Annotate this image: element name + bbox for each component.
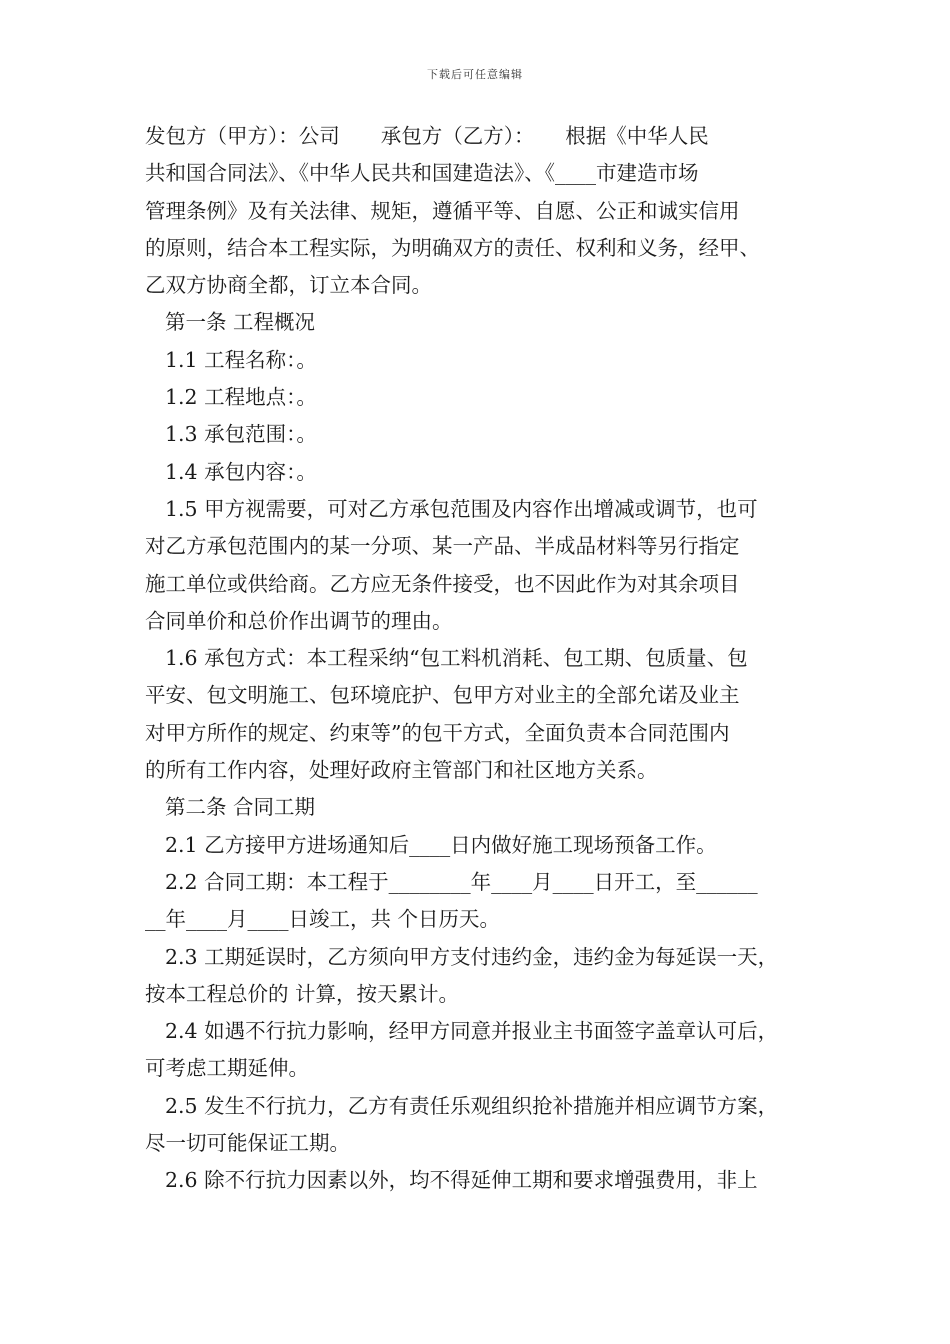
paragraph-line: 1.2 工程地点：。 xyxy=(165,385,317,410)
paragraph-line: __年____月____日竣工，共 个日历天。 xyxy=(145,907,501,932)
contract-paragraph xyxy=(145,342,825,379)
paragraph-line: 管理条例》及有关法律、规矩，遵循平等、自愿、公正和诚实信用 xyxy=(145,198,740,223)
paragraph-line: 乙双方协商全都，订立本合同。 xyxy=(145,273,432,298)
paragraph-line: 可考虑工期延伸。 xyxy=(145,1056,309,1081)
paragraph-line: 第二条 合同工期 xyxy=(165,795,316,820)
paragraph-line: 1.5 甲方视需要，可对乙方承包范围及内容作出增减或调节，也可 xyxy=(165,496,758,521)
contract-paragraph xyxy=(145,304,825,341)
paragraph-line: 的所有工作内容，处理好政府主管部门和社区地方关系。 xyxy=(145,758,658,783)
contract-paragraph xyxy=(145,1013,825,1088)
contract-paragraph xyxy=(145,640,825,789)
paragraph-line: 2.4 如遇不行抗力影响，经甲方同意并报业主书面签字盖章认可后， xyxy=(165,1019,779,1044)
paragraph-line: 第一条 工程概况 xyxy=(165,310,316,335)
contract-paragraph xyxy=(145,789,825,826)
paragraph-line: 1.4 承包内容：。 xyxy=(165,459,317,484)
contract-paragraph xyxy=(145,491,825,640)
paragraph-line: 1.1 工程名称：。 xyxy=(165,347,317,372)
contract-paragraph xyxy=(145,379,825,416)
paragraph-line: 2.2 合同工期：本工程于________年____月____日开工，至______ xyxy=(165,869,758,894)
paragraph-line: 1.3 承包范围：。 xyxy=(165,422,317,447)
paragraph-line: 施工单位或供给商。乙方应无条件接受，也不因此作为对其余项目 xyxy=(145,571,740,596)
contract-paragraph xyxy=(145,1088,825,1163)
contract-paragraph xyxy=(145,864,825,939)
paragraph-line: 1.6 承包方式：本工程采纳“包工料机消耗、包工期、包质量、包 xyxy=(165,646,748,671)
contract-paragraph xyxy=(145,939,825,1014)
paragraph-line: 2.3 工期延误时，乙方须向甲方支付违约金，违约金为每延误一天， xyxy=(165,944,779,969)
paragraph-line: 按本工程总价的 计算，按天累计。 xyxy=(145,981,460,1006)
contract-paragraph xyxy=(145,454,825,491)
paragraph-line: 共和国合同法》、《中华人民共和国建造法》、《____市建造市场 xyxy=(145,161,699,186)
paragraph-line: 2.6 除不行抗力因素以外，均不得延伸工期和要求增强费用，非上 xyxy=(165,1168,758,1193)
paragraph-line: 的原则，结合本工程实际，为明确双方的责任、权利和义务，经甲、 xyxy=(145,235,760,260)
contract-body xyxy=(145,118,825,1200)
contract-paragraph xyxy=(145,118,825,304)
paragraph-line: 合同单价和总价作出调节的理由。 xyxy=(145,608,453,633)
contract-paragraph xyxy=(145,416,825,453)
header-note: 下载后可任意编辑 xyxy=(427,68,523,81)
contract-paragraph xyxy=(145,827,825,864)
paragraph-line: 发包方（甲方）：公司 承包方（乙方）： 根据《中华人民 xyxy=(145,124,709,148)
paragraph-line: 2.5 发生不行抗力，乙方有责任乐观组织抢补措施并相应调节方案， xyxy=(165,1093,779,1118)
contract-paragraph xyxy=(145,1162,825,1199)
paragraph-line: 对甲方所作的规定、约束等”的包干方式，全面负责本合同范围内 xyxy=(145,720,730,745)
paragraph-line: 对乙方承包范围内的某一分项、某一产品、半成品材料等另行指定 xyxy=(145,534,740,559)
paragraph-line: 平安、包文明施工、包环境庇护、包甲方对业主的全部允诺及业主 xyxy=(145,683,740,708)
paragraph-line: 尽一切可能保证工期。 xyxy=(145,1131,350,1156)
paragraph-line: 2.1 乙方接甲方进场通知后____日内做好施工现场预备工作。 xyxy=(165,832,717,857)
